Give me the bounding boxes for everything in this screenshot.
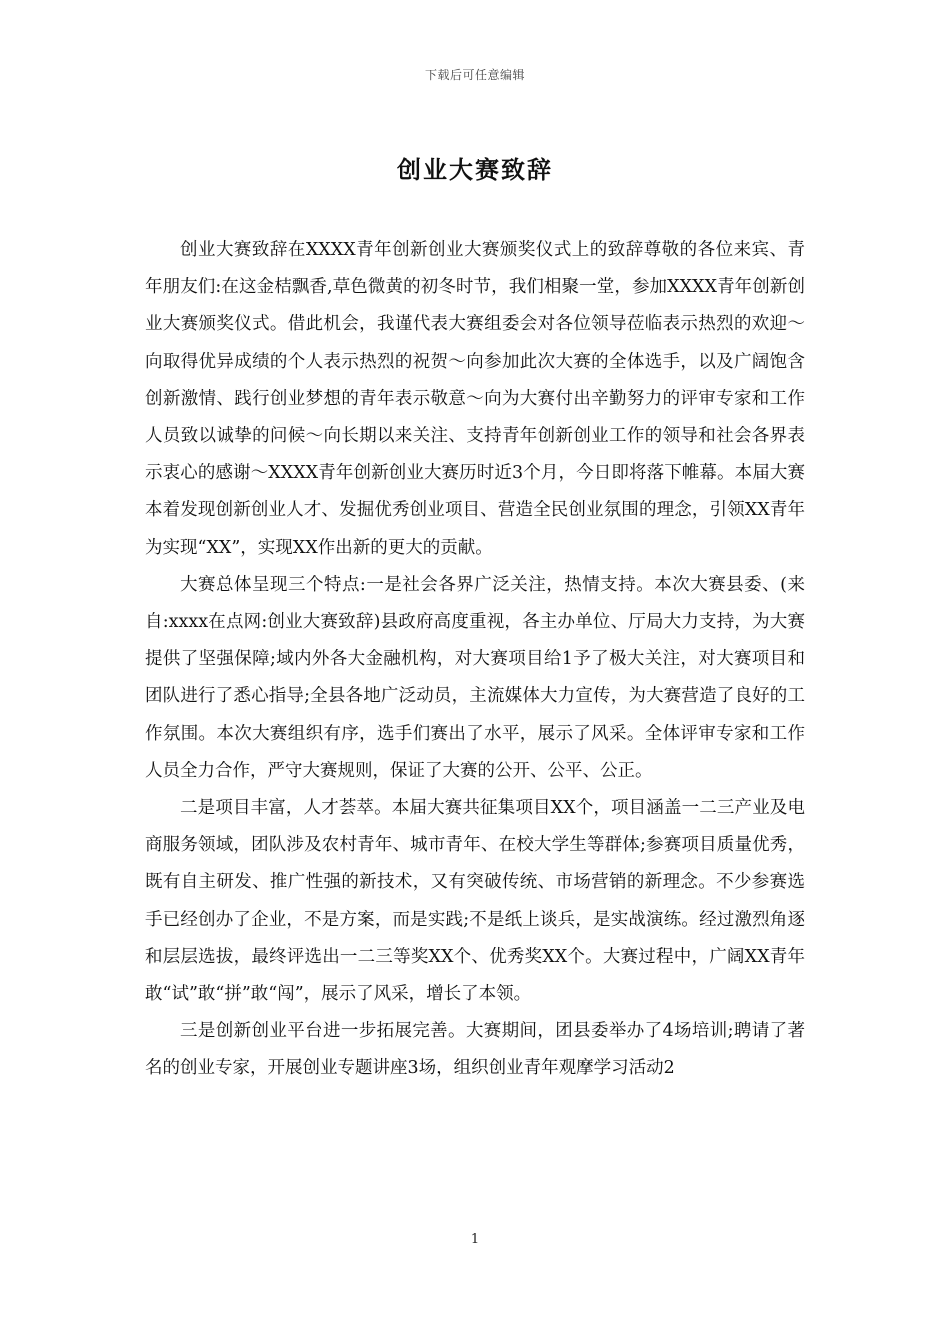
header-note: 下载后可任意编辑 <box>424 68 525 82</box>
document-title: 创业大赛致辞 <box>397 155 553 184</box>
paragraph-3: 二是项目丰富，人才荟萃。本届大赛共征集项目XX个，项目涵盖一二三产业及电商服务领域，团队涉及农村青年、城市青年、在校大学生等群体;参赛项目质量优秀，既有自主研发、推广性强的新技术，又有突破传统、市场营销的新理念。不少参赛选手已经创办了企业，不是方案，而是实践;不是纸上谈兵，是实战演练。经过激烈角逐和层层选拔，最终评选出一二三等奖XX个、优秀奖XX个。大赛过程中，广阔XX青年敢“试”敢“拼”敢“闯”，展示了风采，增长了本领。 <box>145 798 805 1005</box>
document-body <box>145 232 805 1088</box>
page-number: 1 <box>470 1232 480 1247</box>
paragraph-2: 大赛总体呈现三个特点:一是社会各界广泛关注，热情支持。本次大赛县委、(来自:xxxx在点网:创业大赛致辞)县政府高度重视，各主办单位、厅局大力支持，为大赛提供了坚强保障;域内外各大金融机构，对大赛项目给1予了极大关注，对大赛项目和团队进行了悉心指导;全县各地广泛动员，主流媒体大力宣传，为大赛营造了良好的工作氛围。本次大赛组织有序，选手们赛出了水平，展示了风采。全体评审专家和工作人员全力合作，严守大赛规则，保证了大赛的公开、公平、公正。 <box>145 574 805 781</box>
paragraph-1: 创业大赛致辞在XXXX青年创新创业大赛颁奖仪式上的致辞尊敬的各位来宾、青年朋友们:在这金桔飘香,草色微黄的初冬时节，我们相聚一堂，参加XXXX青年创新创业大赛颁奖仪式。借此机会，我谨代表大赛组委会对各位领导莅临表示热烈的欢迎～向取得优异成绩的个人表示热烈的祝贺～向参加此次大赛的全体选手，以及广阔饱含创新激情、践行创业梦想的青年表示敬意～向为大赛付出辛勤努力的评审专家和工作人员致以诚挚的问候～向长期以来关注、支持青年创新创业工作的领导和社会各界表示衷心的感谢～XXXX青年创新创业大赛历时近3个月，今日即将落下帷幕。本届大赛本着发现创新创业人才、发掘优秀创业项目、营造全民创业氛围的理念，引领XX青年为实现“XX”，实现XX作出新的更大的贡献。 <box>145 240 805 558</box>
paragraph-4: 三是创新创业平台进一步拓展完善。大赛期间，团县委举办了4场培训;聘请了著名的创业专家，开展创业专题讲座3场，组织创业青年观摩学习活动2 <box>145 1021 805 1079</box>
